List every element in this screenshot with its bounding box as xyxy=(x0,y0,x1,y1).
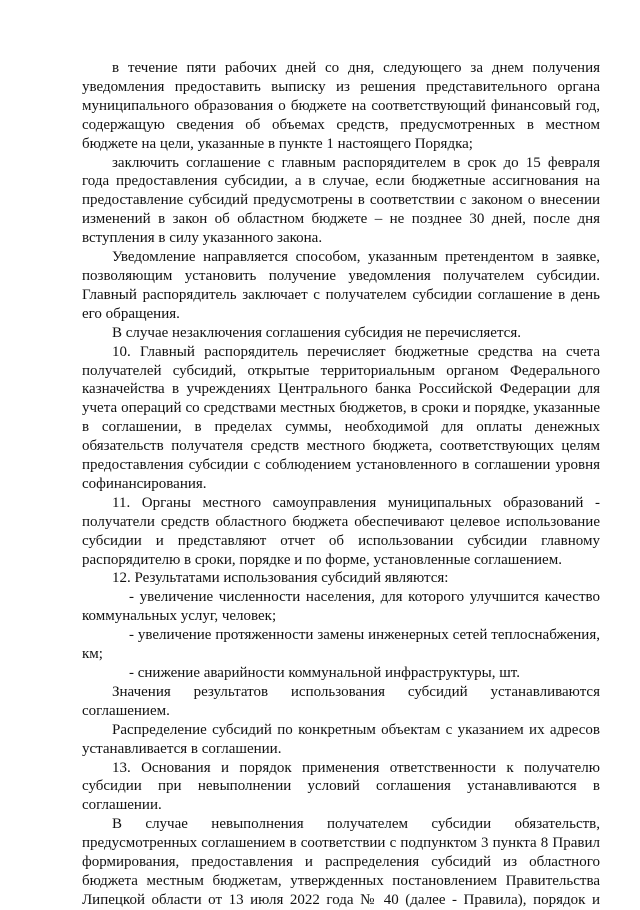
paragraph: 12. Результатами использования субсидий являются: xyxy=(112,570,449,587)
paragraph: Распределение субсидий по конкретным объектам с указанием их адресов устанавливается в соглашении. xyxy=(82,721,600,757)
list-item: - снижение аварийности коммунальной инфраструктуры, шт. xyxy=(129,665,520,681)
paragraph: 13. Основания и порядок применения ответственности к получателю субсидии при невыполнении условий соглашения устанавливаются в соглашении. xyxy=(82,759,600,814)
list-item: - увеличение протяженности замены инженерных сетей теплоснабжения, км; xyxy=(82,627,600,663)
paragraph: Значения результатов использования субсидий устанавливаются соглашением. xyxy=(82,683,600,719)
paragraph: заключить соглашение с главным распорядителем в срок до 15 февраля года предоставления субсидии, а в случае, если бюджетные ассигнования на предоставление субсидий предусмотрены в соответствии с законом о внесении изменений в закон об областном бюджете – не позднее 30 дней, после дня вступления в силу указанного закона. xyxy=(82,154,600,247)
paragraph: Уведомление направляется способом, указанным претендентом в заявке, позволяющим установить получение уведомления получателем субсидии. Главный распорядитель заключает с получателем субсидии соглашение в день его обращения. xyxy=(82,249,600,322)
paragraph: 10. Главный распорядитель перечисляет бюджетные средства на счета получателей субсидий, открытые территориальным органом Федерального казначейства в учреждениях Центрального банка Российской Федерации для учета операций со средствами местных бюджетов, в сроки и порядке, указанные в соглашении, в пределах суммы, необходимой для оплаты денежных обязательств получателя средств местного бюджета, соответствующих целям предоставления субсидии с соблюдением установленного в соглашении уровня софинансирования. xyxy=(82,343,600,492)
paragraph: в течение пяти рабочих дней со дня, следующего за днем получения уведомления предоставить выписку из решения представительного органа муниципального образования о бюджете на соответствующий финансовый год, содержащую сведения об объемах средств, предусмотренных в местном бюджете на цели, указанные в пункте 1 настоящего Порядка; xyxy=(82,60,600,152)
list-item: - увеличение численности населения, для которого улучшится качество коммунальных услуг, человек; xyxy=(82,589,600,625)
paragraph: 11. Органы местного самоуправления муниципальных образований - получатели средств областного бюджета обеспечивают целевое использование субсидии и представляют отчет об использовании субсидии главному распорядителю в сроки, порядке и по форме, установленные соглашением. xyxy=(82,494,600,568)
paragraph: В случае незаключения соглашения субсидия не перечисляется. xyxy=(112,324,521,341)
paragraph: В случае невыполнения получателем субсидии обязательств, предусмотренных соглашением в соответствии с подпунктом 3 пункта 8 Правил формирования, предоставления и распределения субсидий из областного бюджета местным бюджетам, утвержденных постановлением Правительства Липецкой области от 13 июля 2022 года № 40 (далее - Правила), порядок и xyxy=(82,816,600,908)
